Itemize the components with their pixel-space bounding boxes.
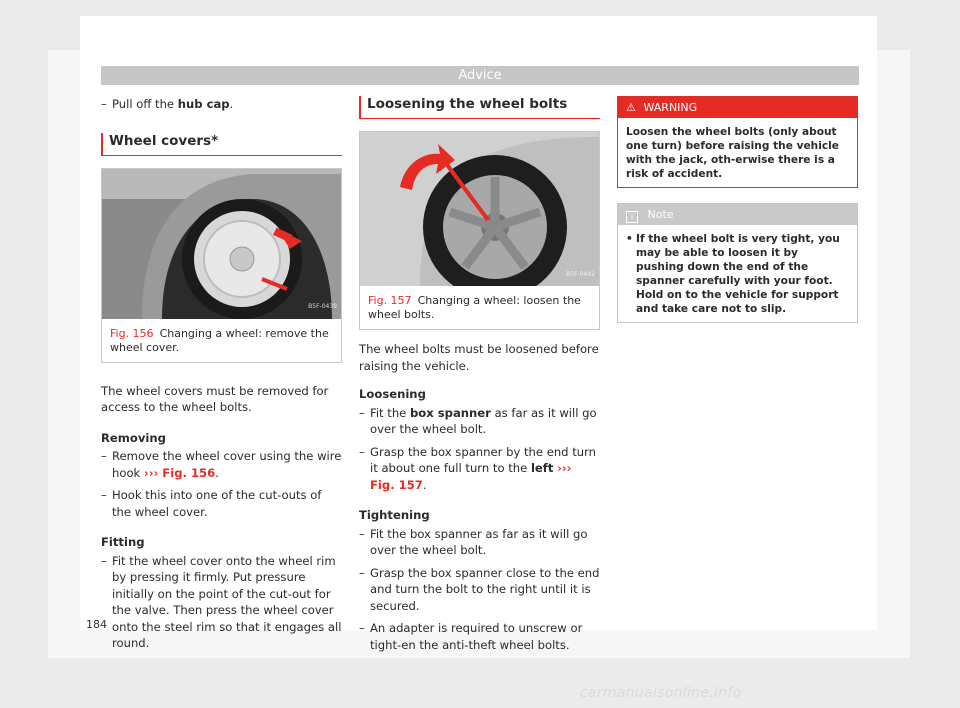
tightening-title: Tightening	[359, 508, 430, 522]
step-pull-hub-cap: – Pull off the hub cap.	[101, 96, 342, 113]
chapter-header: Advice	[101, 66, 859, 85]
warning-header: ⚠ WARNING	[618, 97, 857, 118]
warning-triangle-icon: ⚠	[626, 101, 636, 114]
wheel-bolt-illustration	[360, 132, 599, 286]
removing-title: Removing	[101, 430, 166, 445]
step-remove-2: – Hook this into one of the cut-outs of the wheel cover.	[101, 487, 342, 520]
note-box	[617, 203, 858, 323]
step-loosen-1: – Fit the box spanner as far as it will go over the wheel bolt.	[359, 405, 600, 438]
step-fit-1: – Fit the wheel cover onto the wheel rim by pressing it firmly. Put pressure initially on the point of the cut-out for the valve. Then press the wheel cover onto the steel rim so that it engages all round.	[101, 553, 342, 652]
page-number: 184	[86, 618, 107, 631]
figure-caption: Fig. 157 Changing a wheel: loosen the wheel bolts.	[368, 294, 581, 321]
figure-156	[101, 168, 342, 363]
figure-caption: Fig. 156 Changing a wheel: remove the wheel cover.	[110, 326, 329, 354]
fig-157-link[interactable]: ››› Fig. 157	[370, 461, 572, 492]
warning-text: Loosen the wheel bolts (only about one turn) before raising the vehicle with the jack, oth-erwise there is a risk of accident.	[626, 126, 839, 180]
loosening-intro: The wheel bolts must be loosened before raising the vehicle.	[359, 342, 599, 373]
note-header: i Note	[618, 204, 857, 225]
fig-156-link[interactable]: ››› Fig. 156	[143, 465, 216, 480]
note-text	[618, 225, 857, 322]
loosening-title: Loosening	[359, 387, 426, 401]
warning-box	[617, 96, 858, 188]
section-title-loosening: Loosening the wheel bolts	[359, 96, 600, 119]
note-bullet: • If the wheel bolt is very tight, you may be able to loosen it by pushing down the end of the spanner carefully with your foot. Hold on to the vehicle for support and take care not to slip.	[626, 232, 849, 316]
wheel-bolt-photo: B5F-0442	[360, 132, 599, 286]
fitting-title: Fitting	[101, 535, 145, 549]
step-tighten-2: – Grasp the box spanner close to the end and turn the bolt to the right until it is secured.	[359, 565, 600, 615]
watermark: carmanualsonline.info	[580, 685, 742, 701]
figure-157	[359, 131, 600, 330]
wheel-cover-photo: B5F-0439	[102, 169, 341, 319]
step-loosen-2: – Grasp the box spanner by the end turn it about one full turn to the left ››› Fig. 157.	[359, 444, 600, 494]
info-icon: i	[626, 211, 638, 223]
section-title-wheel-covers: Wheel covers*	[101, 133, 342, 156]
step-tighten-3: – An adapter is required to unscrew or tight-en the anti-theft wheel bolts.	[359, 620, 600, 653]
column-1	[101, 96, 342, 658]
wheel-covers-intro: The wheel covers must be removed for access to the wheel bolts.	[101, 383, 329, 414]
step-tighten-1: – Fit the box spanner as far as it will go over the wheel bolt.	[359, 526, 600, 559]
wheel-cover-illustration	[102, 169, 341, 319]
column-3	[617, 96, 858, 323]
step-remove-1: – Remove the wheel cover using the wire hook ››› Fig. 156.	[101, 448, 342, 481]
column-2	[359, 96, 600, 659]
